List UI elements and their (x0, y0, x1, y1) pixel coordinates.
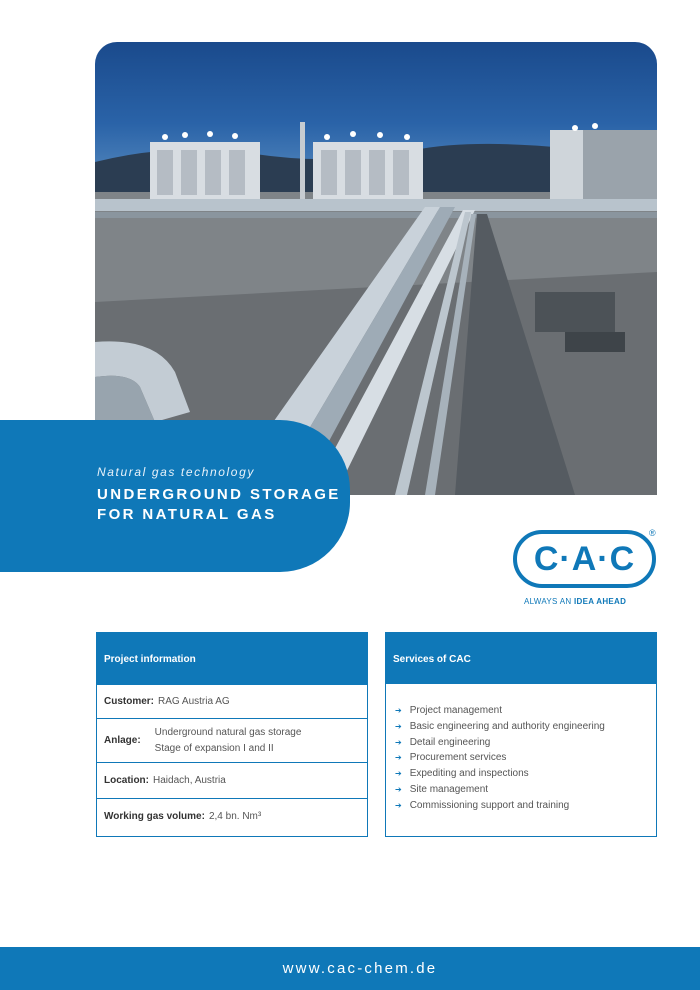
cac-logo (513, 530, 656, 588)
tagline-bold: IDEA AHEAD (574, 597, 627, 606)
list-item: ➔ Project management (395, 705, 502, 716)
arrow-icon: ➔ (395, 753, 402, 763)
arrow-icon: ➔ (395, 769, 402, 779)
list-item: ➔ Expediting and inspections (395, 768, 529, 780)
subtitle: Natural gas technology (97, 465, 255, 479)
tagline-prefix: ALWAYS AN (524, 597, 572, 606)
title-line-1: UNDERGROUND STORAGE (97, 486, 341, 503)
anlage-value-line-2: Stage of expansion I and II (154, 742, 274, 754)
list-item: ➔ Commissioning support and training (395, 799, 570, 811)
arrow-icon: ➔ (395, 784, 402, 794)
project-info-header: Project information (97, 633, 367, 684)
services-box (385, 632, 657, 837)
list-item: ➔ Basic engineering and authority engineering (395, 720, 605, 732)
logo-text: C·A·C (533, 539, 636, 578)
location-value: Haidach, Austria (153, 775, 226, 786)
list-item: ➔ Procurement services (395, 752, 507, 764)
list-item: ➔ Detail engineering (395, 736, 491, 748)
anlage-label: Anlage: (104, 735, 141, 746)
arrow-icon: ➔ (395, 706, 402, 715)
project-info-box (96, 632, 368, 837)
registered-mark: ® (649, 528, 656, 538)
arrow-icon: ➔ (395, 737, 402, 747)
volume-label: Working gas volume: (104, 811, 205, 822)
customer-row (97, 684, 367, 718)
logo-tagline (524, 597, 626, 606)
services-header: Services of CAC (386, 633, 656, 684)
location-row (97, 762, 367, 798)
arrow-icon: ➔ (395, 721, 402, 731)
customer-value: RAG Austria AG (158, 696, 230, 707)
list-item: ➔ Site management (395, 783, 489, 795)
anlage-value-line-1: Underground natural gas storage (154, 726, 302, 738)
page-title (97, 485, 341, 525)
title-line-2: FOR NATURAL GAS (97, 506, 277, 523)
arrow-icon: ➔ (395, 800, 402, 810)
location-label: Location: (104, 775, 149, 786)
customer-label: Customer: (104, 696, 155, 707)
volume-row (97, 798, 367, 834)
website-link[interactable]: www.cac-chem.de (282, 960, 438, 977)
services-list (386, 684, 656, 814)
anlage-value (155, 725, 302, 757)
volume-value: 2,4 bn. Nm³ (208, 811, 262, 822)
footer-bar (0, 947, 700, 990)
anlage-row (97, 718, 367, 762)
